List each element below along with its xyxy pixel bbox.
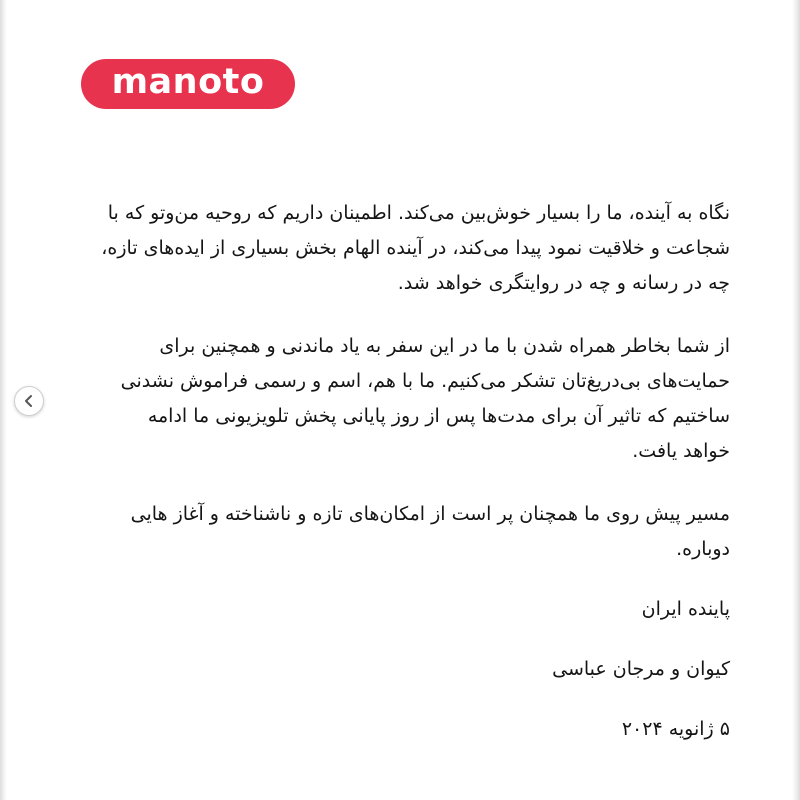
logo-wordmark: manoto [111,61,265,102]
signature: کیوان و مرجان عباسی [552,658,730,680]
right-edge-shadow [792,0,800,800]
paragraph-outlook: نگاه به آینده، ما را بسیار خوش‌بین می‌کند. اطمینان داریم که روحیه من‌وتو که با شجاعت و خلاقیت نمود پیدا می‌کند، در آینده الهام بخش بسیاری از ایده‌های تازه، چه در رسانه و چه در روایتگری خواهد شد. [101,202,730,294]
paragraph-future: مسیر پیش روی ما همچنان پر است از امکان‌های تازه و ناشناخته و آغاز هایی دوباره. [130,503,730,560]
statement-text [100,196,730,747]
closing-line: پاینده ایران [641,598,730,620]
left-edge-shadow [0,0,7,800]
chevron-left-icon [22,394,36,408]
date-line: ۵ ژانویه ۲۰۲۴ [621,718,730,740]
previous-slide-button[interactable] [14,386,44,416]
paragraph-thanks: از شما بخاطر همراه شدن با ما در این سفر به یاد ماندنی و همچنین برای حمایت‌های بی‌دریغ‌تان تشکر می‌کنیم. ما با هم، اسم و رسمی فراموش نشدنی ساختیم که تاثیر آن برای مدت‌ها پس از روز پایانی پخش تلویزیونی ما ادامه خواهد یافت. [120,335,730,462]
manoto-logo [81,59,295,109]
